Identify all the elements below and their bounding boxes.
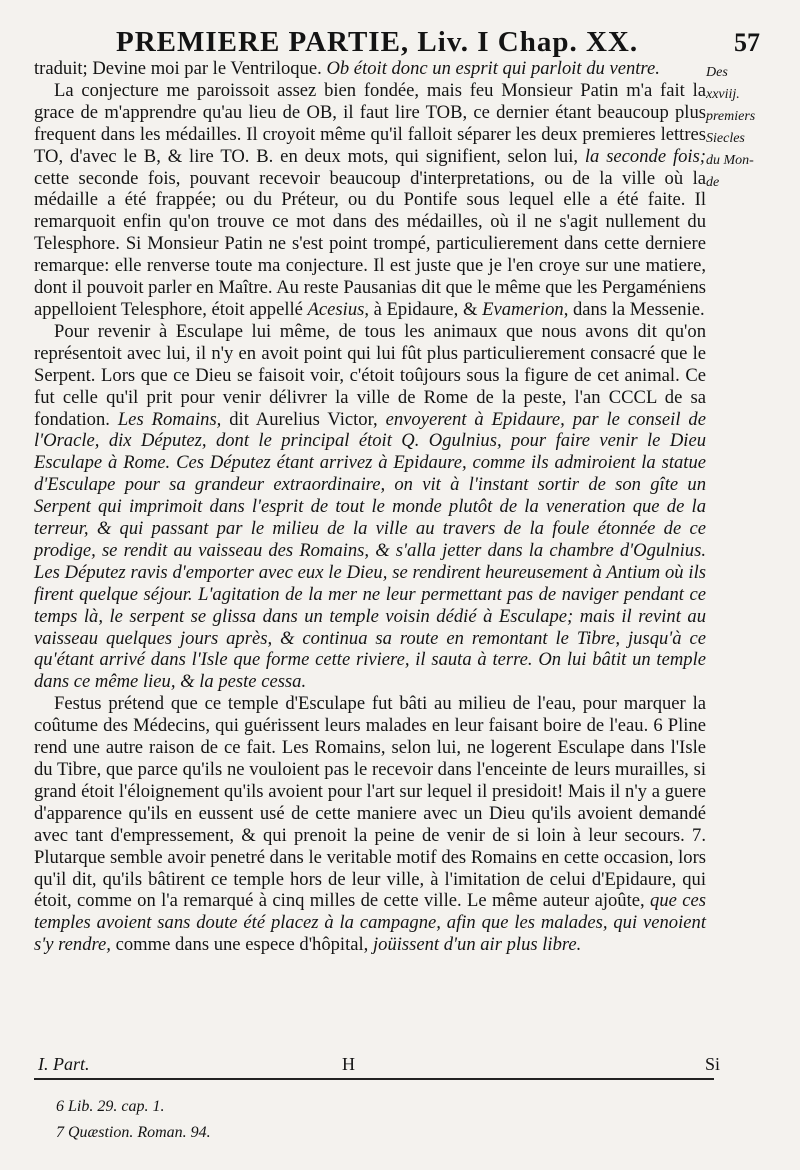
margin-note-line: premiers xyxy=(706,109,756,124)
italic-run: envoyerent à Epidaure, par le conseil de l'Oracle, dix Députez, dont le principal étoit Q. Ogulnius, pour faire venir le Dieu Esculape à Rome. Ces Députez étant arrivez à Epidaure, comme ils admiroient la statue d'Esculape pour sa grandeur extraordinaire, on vit à l'instant sortir de son gîte un Serpent qui imprimoit dans l'esprit de tout le monde plutôt de la veneration que de la terreur, & qui passant par le milieu de la ville au travers de la foule étonnée de ce prodige, se rendit au vaisseau des Romains, & s'alla jetter dans la chambre d'Ogulnius. Les Députez ravis d'emporter avec eux le Dieu, se rendirent heureusement à Antium où ils firent quelque séjour. L'agitation de la mer ne leur permettant pas de naviger pendant ce temps là, le serpent se glissa dans un temple voisin dédié à Esculape; mais il revint au vaisseau quelques jours après, & continua sa route en remontant le Tibre, jusqu'à ce qu'étant arrivé dans l'Isle que forme cette riviere, il sauta à terre. On lui bâtit un temple dans ce même lieu, & la peste cessa. xyxy=(34,408,706,693)
text-run: La conjecture me paroissoit assez bien fondée, mais feu Monsieur Patin m'a fait la grace de m'apprendre qu'au lieu de OB, il faut lire TOB, ce dernier étant beaucoup plus frequent dans les médailles. Il croyoit même qu'il falloit séparer les deux premieres lettres TO, d'avec le B, & lire TO. B. en deux mots, qui signifient, selon lui, xyxy=(34,79,706,167)
text-run: comme dans une espece d'hôpital, xyxy=(110,934,373,956)
text-run: Festus prétend que ce temple d'Esculape fut bâti au milieu de l'eau, pour marquer la coûtume des Médecins, qui guérissent leurs malades en leur faisant boire de l'eau. 6 Pline rend une autre raison de ce fait. Les Romains, selon lui, ne logerent Esculape dans l'Isle du Tibre, que parce qu'ils ne vouloient pas le recevoir dans l'enceinte de leurs murailles, si grand étoit l'éloignement qu'ils avoient pour l'art sur lequel il presidoit! Mais il n'y a guere d'apparence qu'ils en eussent usé de cette maniere avec un Dieu qu'ils avoient demandé avec tant d'empressement, & qui prenoit la peine de venir de si loin à leur secours. 7. Plutarque semble avoir penetré dans le veritable motif des Romains en cette occasion, lors qu'il dit, qu'ils bâtirent ce temple hors de leur ville, à l'imitation de celui d'Epidaure, qui étoit, comme on l'a remarqué à cinq milles de cette ville. Le même auteur ajoûte, xyxy=(34,693,706,912)
margin-note-line: Des xyxy=(706,65,728,80)
margin-note-line: Siecles xyxy=(706,131,745,146)
signature-line xyxy=(34,1050,720,1078)
paragraph xyxy=(34,80,706,321)
part-label: I. Part. xyxy=(38,1054,90,1074)
footnote: 6 Lib. 29. cap. 1. xyxy=(56,1098,165,1115)
margin-note-line: du Mon- xyxy=(706,153,754,168)
footnote-divider xyxy=(34,1078,714,1080)
paragraph xyxy=(34,693,706,956)
italic-run: Evamerion xyxy=(482,298,564,320)
footnote: 7 Quæstion. Roman. 94. xyxy=(56,1124,211,1141)
italic-run: Acesius xyxy=(307,298,365,320)
text-run: Pour revenir à Esculape lui même, de tous les animaux que nous avons dit qu'on représentoit avec lui, il n'y en avoit point qui lui fût plus particulierement consacré que le Serpent. Lors que ce Dieu se faisoit voir, c'étoit toûjours sous la figure de cet animal. Ce fut celle qu'il prit pour venir délivrer la ville de Rome de la peste, l'an CCCL de sa fondation. xyxy=(34,320,706,430)
signature-mark: H xyxy=(342,1054,355,1074)
italic-run: Les Romains, xyxy=(117,408,222,430)
paragraph xyxy=(34,321,706,693)
running-header xyxy=(40,22,770,58)
italic-run: que ces temples avoient sans doute été placez à la campagne, afin que les malades, qui venoient s'y rendre, xyxy=(34,890,706,956)
page-number: 57 xyxy=(734,28,760,57)
text-run: cette seconde fois, pouvant recevoir beaucoup d'interpretations, ou de la ville où la médaille a été frappée; ou du Préteur, ou du Pontife sous lequel elle a été faite. Il remarquoit enfin qu'on trouve ce mot dans des médailles, où il ne s'agit nullement du Telesphore. Si Monsieur Patin ne s'est point trompé, particulierement dans cette derniere remarque: elle renverse toute ma conjecture. Il est juste que je l'en croye sur une matiere, dont il pouvoit parler en Maître. Au reste Pausanias dit que le même que les Pergaméniens appelloient Telesphore, étoit appellé xyxy=(34,167,706,320)
footnotes xyxy=(56,1094,656,1146)
paragraph xyxy=(34,58,706,80)
catchword: Si xyxy=(704,1054,720,1074)
margin-note-line: xxviij. xyxy=(706,87,740,102)
italic-run: Ob étoit donc un esprit qui parloit du ventre. xyxy=(326,58,660,79)
text-run: , dans la Messenie. xyxy=(563,298,705,320)
italic-run: joüissent d'un air plus libre. xyxy=(372,934,582,956)
body-text xyxy=(34,58,706,956)
text-run: , à Epidaure, & xyxy=(364,298,483,320)
margin-note-line: de xyxy=(706,175,720,190)
italic-run: la seconde fois; xyxy=(584,145,706,167)
text-run: traduit; Devine moi par le Ventriloque. xyxy=(34,58,327,79)
margin-note xyxy=(706,62,776,194)
running-title: PREMIERE PARTIE, Liv. I Chap. XX. xyxy=(116,26,639,58)
text-run: dit Aurelius Victor, xyxy=(221,408,386,430)
